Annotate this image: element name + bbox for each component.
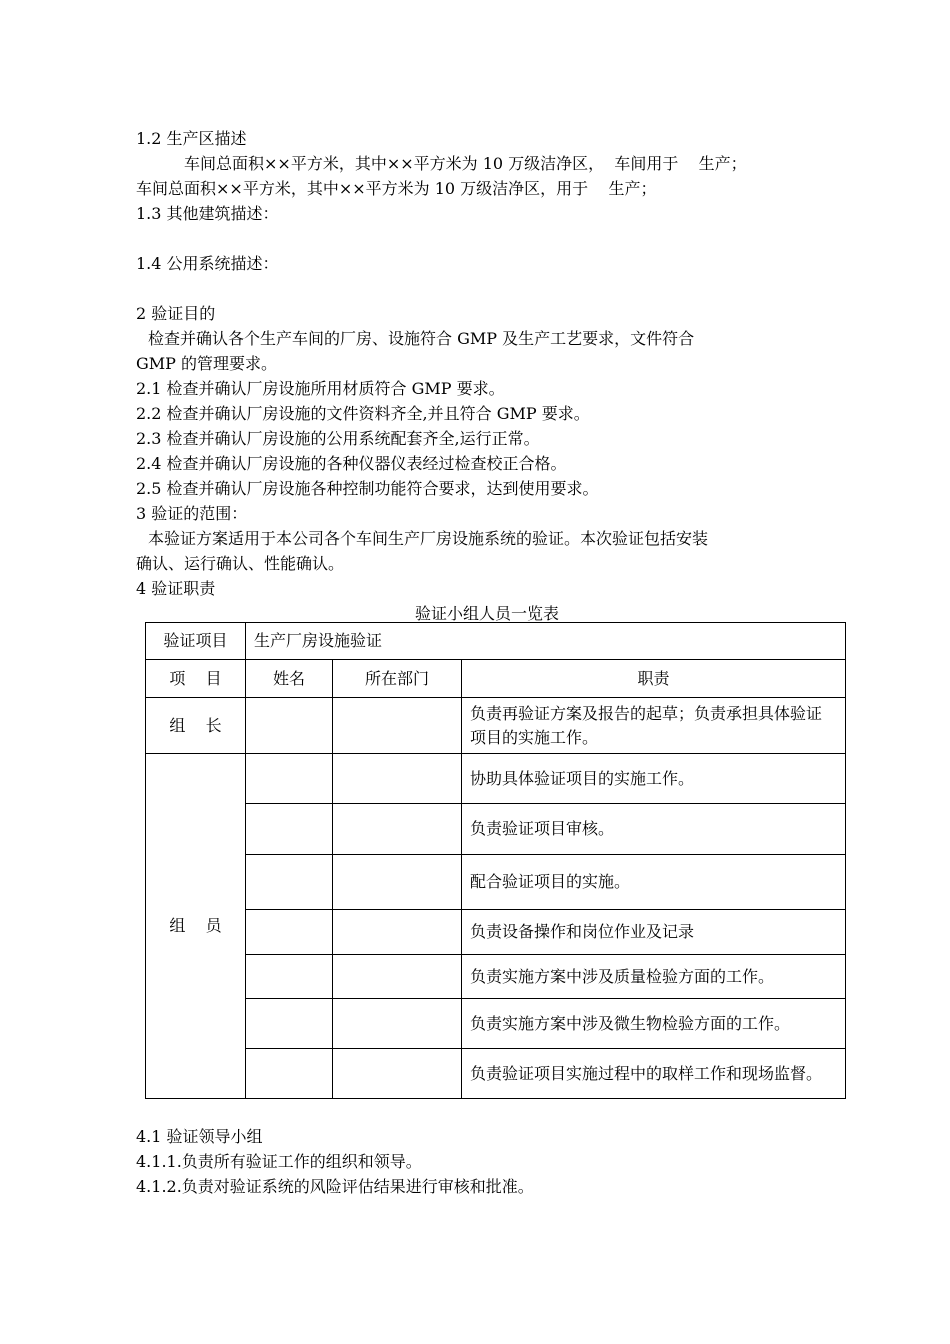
duty-cell: 配合验证项目的实施。 <box>462 855 846 910</box>
table-row <box>146 804 846 855</box>
name-cell <box>246 698 333 754</box>
duty-cell: 负责实施方案中涉及质量检验方面的工作。 <box>462 955 846 999</box>
section-3-line1: 本验证方案适用于本公司各个车间生产厂房设施系统的验证。本次验证包括安装 <box>148 529 709 548</box>
name-cell <box>246 955 333 999</box>
table-header-row <box>146 660 846 698</box>
verification-team-table <box>145 622 846 1099</box>
duty-cell: 负责验证项目审核。 <box>462 804 846 855</box>
section-2-item: 2.5 检查并确认厂房设施各种控制功能符合要求，达到使用要求。 <box>136 479 599 498</box>
table-row <box>146 910 846 955</box>
duty-cell: 负责实施方案中涉及微生物检验方面的工作。 <box>462 999 846 1049</box>
document-body <box>136 126 838 626</box>
col-item-header: 项 目 <box>146 660 246 698</box>
section-2-heading: 2 验证目的 <box>136 304 216 323</box>
section-4-heading: 4 验证职责 <box>136 579 216 598</box>
table-row <box>146 955 846 999</box>
member-label-cell: 组 员 <box>146 754 246 1099</box>
project-label-cell: 验证项目 <box>146 623 246 660</box>
section-4-1-heading: 4.1 验证领导小组 <box>136 1127 263 1146</box>
section-1-2-line2: 车间总面积××平方米，其中××平方米为 10 万级洁净区，用于 生产； <box>136 179 657 198</box>
name-cell <box>246 999 333 1049</box>
section-1-3-heading: 1.3 其他建筑描述： <box>136 204 279 223</box>
table-caption: 验证小组人员一览表 <box>414 604 559 623</box>
dept-cell <box>333 855 462 910</box>
dept-cell <box>333 698 462 754</box>
dept-cell <box>333 804 462 855</box>
dept-cell <box>333 910 462 955</box>
name-cell <box>246 855 333 910</box>
table-row <box>146 999 846 1049</box>
col-name-header: 姓名 <box>246 660 333 698</box>
duty-cell: 负责验证项目实施过程中的取样工作和现场监督。 <box>462 1049 846 1099</box>
section-1-4-heading: 1.4 公用系统描述： <box>136 254 279 273</box>
col-dept-header: 所在部门 <box>333 660 462 698</box>
dept-cell <box>333 1049 462 1099</box>
table-row <box>146 623 846 660</box>
section-4-1 <box>136 1124 838 1199</box>
dept-cell <box>333 999 462 1049</box>
project-value-cell: 生产厂房设施验证 <box>246 623 846 660</box>
section-1-2-line1: 车间总面积××平方米，其中××平方米为 10 万级洁净区， 车间用于 生产； <box>184 154 747 173</box>
name-cell <box>246 1049 333 1099</box>
dept-cell <box>333 754 462 804</box>
col-duty-header: 职责 <box>462 660 846 698</box>
duty-cell: 负责设备操作和岗位作业及记录 <box>462 910 846 955</box>
section-3-line2: 确认、运行确认、性能确认。 <box>136 554 345 573</box>
section-4-1-item: 4.1.2.负责对验证系统的风险评估结果进行审核和批准。 <box>136 1177 534 1196</box>
section-2-intro-line2: GMP 的管理要求。 <box>136 354 278 373</box>
duty-cell: 协助具体验证项目的实施工作。 <box>462 754 846 804</box>
section-2-item: 2.3 检查并确认厂房设施的公用系统配套齐全,运行正常。 <box>136 429 540 448</box>
leader-label-cell: 组 长 <box>146 698 246 754</box>
name-cell <box>246 910 333 955</box>
section-3-heading: 3 验证的范围： <box>136 504 248 523</box>
section-1-2-heading: 1.2 生产区描述 <box>136 129 247 148</box>
table-row <box>146 855 846 910</box>
name-cell <box>246 804 333 855</box>
section-2-item: 2.2 检查并确认厂房设施的文件资料齐全,并且符合 GMP 要求。 <box>136 404 590 423</box>
dept-cell <box>333 955 462 999</box>
section-4-1-item: 4.1.1.负责所有验证工作的组织和领导。 <box>136 1152 422 1171</box>
table-row <box>146 1049 846 1099</box>
section-2-item: 2.4 检查并确认厂房设施的各种仪器仪表经过检查校正合格。 <box>136 454 567 473</box>
section-2-item: 2.1 检查并确认厂房设施所用材质符合 GMP 要求。 <box>136 379 505 398</box>
duty-cell: 负责再验证方案及报告的起草；负责承担具体验证项目的实施工作。 <box>462 698 846 754</box>
name-cell <box>246 754 333 804</box>
table-row <box>146 698 846 754</box>
table-row <box>146 754 846 804</box>
section-2-intro-line1: 检查并确认各个生产车间的厂房、设施符合 GMP 及生产工艺要求，文件符合 <box>148 329 695 348</box>
